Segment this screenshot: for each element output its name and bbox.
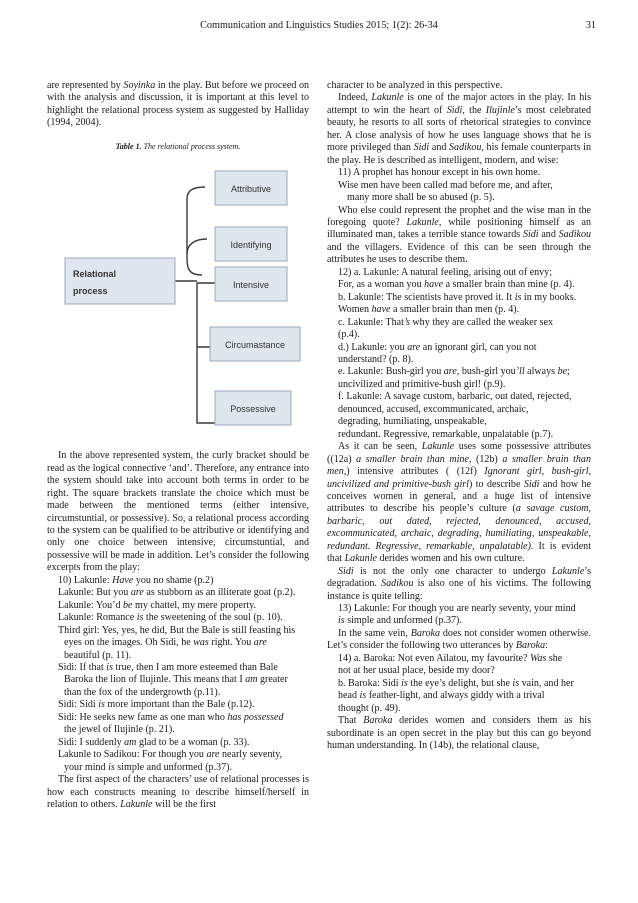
label-circumstance: Circumastance bbox=[224, 340, 286, 351]
example-14b-line3: thought (p. 49). bbox=[338, 702, 401, 714]
example-13: 13) Lakunle: For though you are nearly seventy, your mind bbox=[338, 603, 576, 615]
left-column bbox=[47, 80, 309, 811]
root-box bbox=[65, 258, 175, 304]
prophet-paragraph: Who else could represent the prophet and the wise man in the foregoing quote? Lakunle, while positioning himself as an illuminated man, takes a terrible stance towards Sidi and Sadikou and the villagers. Evidence of this can be seen through the attributes he uses to describe them. bbox=[327, 204, 591, 266]
example-12f-line4: redundant. Regressive, remarkable, unpalatable (p.7). bbox=[338, 428, 554, 440]
root-label-line1: Relational bbox=[73, 269, 117, 280]
example-10: 10) Lakunle: Have you no shame (p.2) bbox=[58, 574, 214, 586]
example-12a-line2: For, as a woman you have a smaller brain than mine (p. 4). bbox=[338, 279, 575, 291]
first-aspect-paragraph: The first aspect of the characters’ use of relational processes is how each constructs meaning to describe himself/herself in relation to others. Lakunle will be the first bbox=[47, 774, 309, 810]
example-sidi-esteemed-cont: Baroka the lion of Ilujinle. This means that I am greater bbox=[64, 674, 288, 686]
example-lakunle-goat: Lakunle: But you are as stubborn as an illiterate goat (p.2). bbox=[58, 587, 296, 599]
curly-bracket-mid bbox=[187, 239, 207, 254]
example-12f: f. Lakunle: A savage custom, barbaric, out dated, rejected, bbox=[338, 391, 572, 403]
example-12d: d.) Lakunle: you are an ignorant girl, can you not bbox=[338, 341, 537, 353]
example-12e-line2: uncivilized and primitive-bush girl! (p.9). bbox=[338, 378, 506, 390]
example-12b: b. Lakunle: The scientists have proved it. It is in my books. bbox=[338, 291, 577, 303]
label-identifying: Identifying bbox=[230, 240, 272, 251]
example-third-girl-cont: eyes on the images. Oh Sidi, he was right. You are bbox=[64, 637, 267, 649]
baroka-derides-paragraph: That Baroka derides women and considers them as his subordinate is an open secret in the play but this can go beyond human understanding. In (14b), the relational clause, bbox=[327, 715, 591, 752]
lakunle-intro-paragraph: Indeed, Lakunle is one of the major actors in the play. In his attempt to win the heart of Sidi, the Ilujinle’s most celebrated beauty, he resorts to all sorts of rhetorical strategies to convince her. A close analysis of how he uses language shows that he is more privileged than Sidi and Sadikou, his female counterparts in the play. He is described as intelligent, modern, and wise: bbox=[327, 92, 591, 166]
intro-paragraph: are represented by Soyinka in the play. But before we proceed on with the analysis and discussion, it is important at this level to highlight the relational process system as suggested by Halliday (1994, 2004). bbox=[47, 80, 309, 129]
example-sidi-important: Sidi: Sidi is more important than the Bale (p.12). bbox=[58, 699, 255, 711]
root-label-line2: process bbox=[73, 286, 108, 297]
example-lakunle-sadikou: Lakunle to Sadikou: For though you are nearly seventy, bbox=[58, 749, 283, 761]
example-14b-line2: head is feather-light, and always giddy with a trival bbox=[338, 690, 545, 702]
example-11: 11) A prophet has honour except in his own home. bbox=[338, 167, 541, 179]
example-12f-line3: degrading, humiliating, unspeakable, bbox=[338, 416, 487, 428]
example-12c-line2: (p.4). bbox=[338, 329, 360, 341]
system-explanation-paragraph: In the above represented system, the curly bracket should be read as the logical connective ‘and’. Therefore, any entrance into the system should take into account both terms in order to be right. The square brackets translate the choice which must be made between the mentioned terms (either intensive, circumstuntial, or possessive). So, a relational process according to the system can be qualified to be attributive or identifying and only one choice between intensive, circumstuntial, and possessive will be made in addition. Let’s consider the following excerpts from the play: bbox=[47, 450, 309, 574]
example-14a-line2: not at her usual place, beside my door? bbox=[338, 665, 495, 677]
label-possessive: Possessive bbox=[230, 404, 276, 415]
example-14a: 14) a. Baroka: Not even Ailatou, my favourite? Was she bbox=[338, 652, 563, 664]
table-caption: Table 1. The relational process system. bbox=[115, 141, 241, 151]
example-14b: b. Baroka: Sidi is the eye’s delight, but she is vain, and her bbox=[338, 677, 574, 689]
example-lakunle-chattel: Lakunle: You’d be my chattel, my mere property. bbox=[58, 599, 257, 611]
baroka-intro-paragraph: In the same vein, Baroka does not consider women otherwise. Let’s consider the following two utterances by Baroka: bbox=[327, 627, 591, 652]
example-sidi-glad: Sidi: I suddenly am glad to be a woman (p. 33). bbox=[58, 736, 250, 748]
page-header bbox=[0, 20, 638, 34]
example-12b-line2: Women have a smaller brain than men (p. 4). bbox=[338, 304, 520, 316]
example-12f-line2: denounced, accused, excommunicated, archaic, bbox=[338, 403, 529, 415]
label-attributive: Attributive bbox=[230, 184, 272, 195]
example-12e: e. Lakunle: Bush-girl you are, bush-girl you’ll always be; bbox=[338, 366, 570, 378]
example-12d-line2: understand? (p. 8). bbox=[338, 353, 414, 365]
sadikou-paragraph: Sidi is not the only one character to undergo Lakunle’s degradation. Sadikou is also one of his victims. The following instance is quite telling: bbox=[327, 565, 591, 602]
example-sidi-esteemed: Sidi: If that is true, then I am more esteemed than Bale bbox=[58, 661, 278, 673]
example-third-girl: Third girl: Yes, yes, he did, But the Bale is still feasting his bbox=[58, 624, 296, 636]
example-sidi-esteemed-end: than the fox of the undergrowth (p.11). bbox=[64, 686, 221, 698]
example-11-line2: Wise men have been called mad before me, and after, bbox=[338, 179, 553, 191]
example-lakunle-sadikou-end: your mind is simple and unformed (p.37). bbox=[64, 761, 232, 773]
example-lakunle-romance: Lakunle: Romance is the sweetening of the soul (p. 10). bbox=[58, 612, 283, 624]
example-third-girl-end: beautiful (p. 11). bbox=[64, 649, 132, 661]
journal-citation: Communication and Linguistics Studies 2015; 1(2): 26-34 bbox=[200, 20, 438, 31]
relational-process-diagram bbox=[47, 159, 309, 444]
example-12c: c. Lakunle: That’s why they are called the weaker sex bbox=[338, 316, 554, 328]
right-column bbox=[327, 80, 591, 752]
example-sidi-fame: Sidi: He seeks new fame as one man who has possessed bbox=[58, 711, 284, 723]
example-11-line3: many more shall be so abused (p. 5). bbox=[347, 192, 495, 204]
example-13-line2: is simple and unformed (p.37). bbox=[338, 615, 462, 627]
page-number: 31 bbox=[585, 20, 596, 31]
curly-bracket-top bbox=[187, 187, 205, 275]
example-12a: 12) a. Lakunle: A natural feeling, arising out of envy; bbox=[338, 266, 552, 278]
label-intensive: Intensive bbox=[232, 280, 270, 291]
attributes-paragraph: As it can be seen, Lakunle uses some possessive attributes ((12a) a smaller brain than mine, (12b) a smaller brain than men,) intensive attributes ( (12f) Ignorant girl, bush-girl, uncivilized and primitive-bush girl) to describe Sidi and how he conceives women in general, and a huge list of intensive attributes to describe his people’s culture (a savage custom, barbaric, out dated, rejected, denounced, accused, excommunicated, archaic, degrading, humiliating, unspeakable, redundant. Regressive, remarkable, unpalatable). It is evident that Lakunle derides women and his own culture. bbox=[327, 441, 591, 565]
example-sidi-fame-end: the jewel of Ilujinle (p. 21). bbox=[64, 724, 175, 736]
continuation-line: character to be analyzed in this perspective. bbox=[327, 80, 503, 91]
